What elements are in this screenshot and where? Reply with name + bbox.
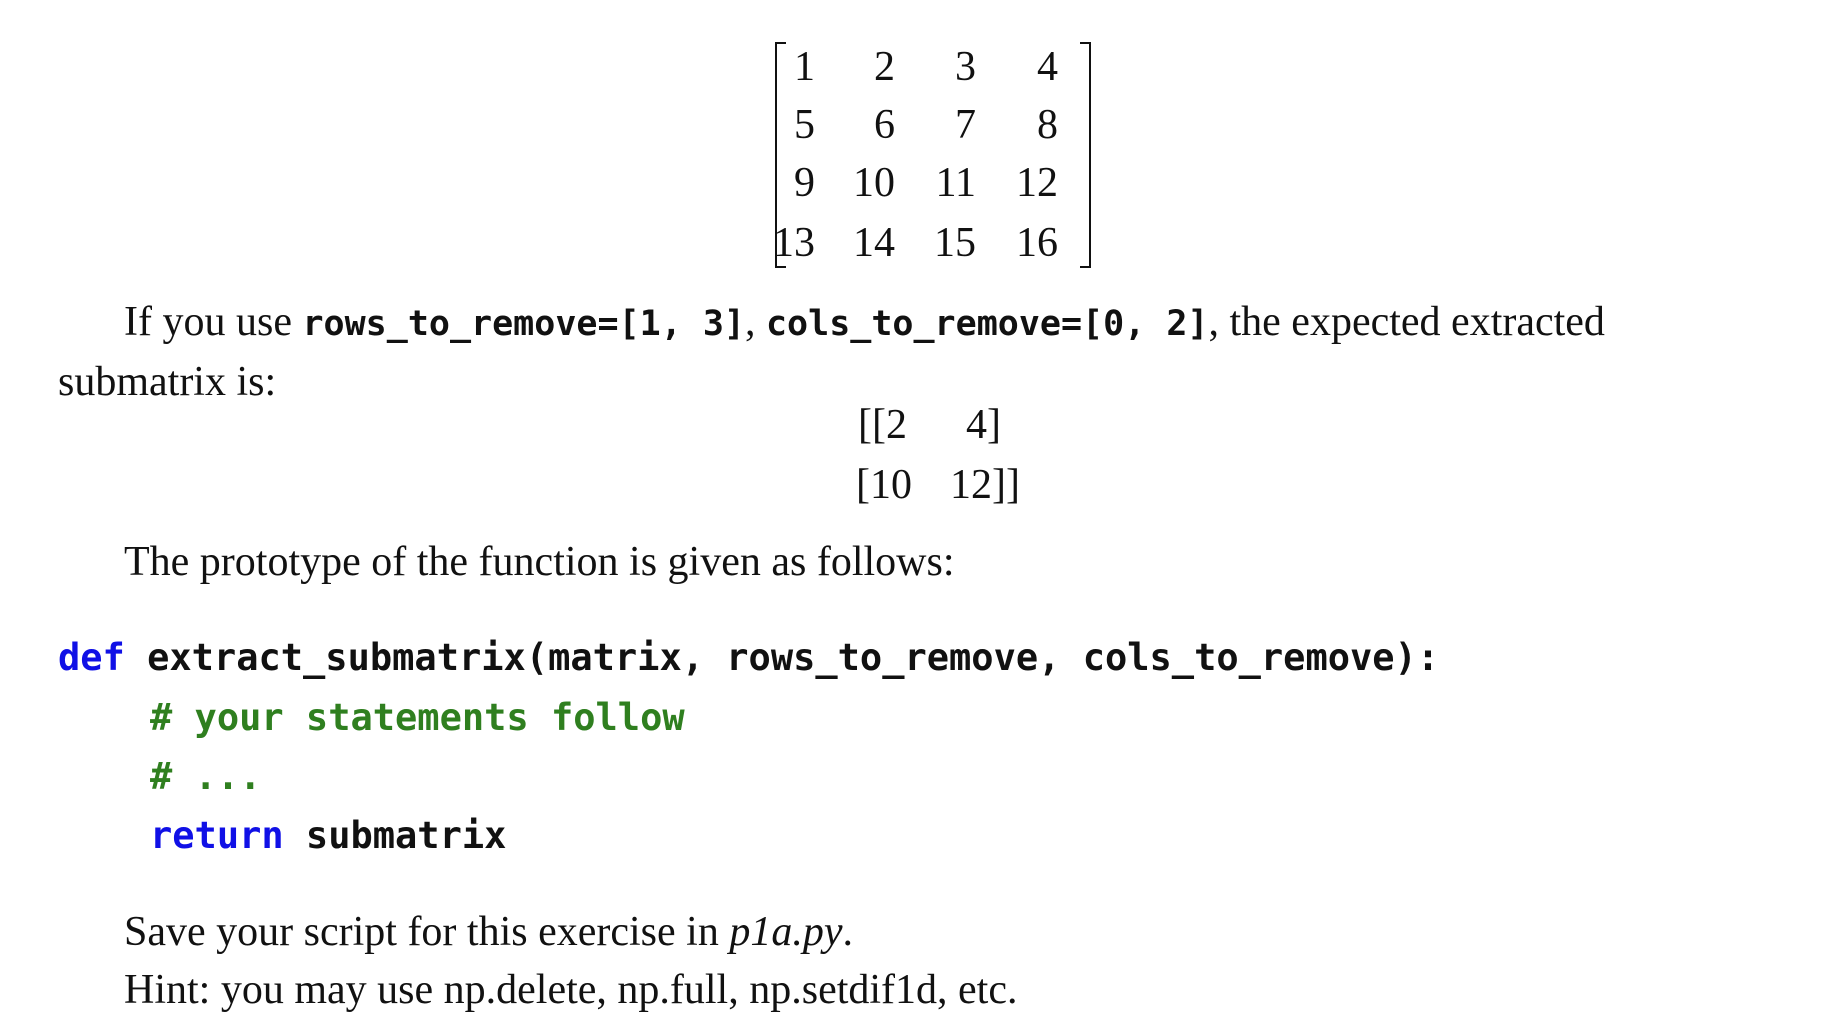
code-return-value: submatrix xyxy=(283,814,507,857)
code-keyword-def: def xyxy=(58,636,125,679)
submatrix-cell: 4] xyxy=(966,402,1001,448)
matrix-cell: 6 xyxy=(874,102,895,148)
matrix-cell: 7 xyxy=(955,102,976,148)
matrix-cell: 3 xyxy=(955,44,976,90)
submatrix-cell: 12]] xyxy=(950,462,1020,508)
paragraph-example xyxy=(124,296,1605,350)
matrix-cell: 4 xyxy=(1037,44,1058,90)
matrix-cell: 8 xyxy=(1037,102,1058,148)
matrix-cell: 14 xyxy=(853,220,895,266)
paragraph-text: Save your script for this exercise in xyxy=(124,909,730,955)
submatrix-cell: [[2 xyxy=(858,402,907,448)
code-line-return xyxy=(150,814,506,858)
filename: p1a.py xyxy=(729,909,843,955)
matrix-cell: 13 xyxy=(773,220,815,266)
paragraph-continuation: submatrix is: xyxy=(58,359,277,405)
matrix-cell: 2 xyxy=(874,44,895,90)
code-comment: # ... xyxy=(150,755,262,798)
paragraph-text: , the expected extracted xyxy=(1208,299,1605,345)
matrix-4x4 xyxy=(775,42,1091,268)
matrix-cell: 5 xyxy=(794,102,815,148)
paragraph-text: , xyxy=(744,299,766,345)
matrix-cell: 16 xyxy=(1016,220,1058,266)
matrix-cell: 12 xyxy=(1016,160,1058,206)
code-signature: extract_submatrix(matrix, rows_to_remove, cols_to_remove): xyxy=(124,636,1440,679)
matrix-cell: 9 xyxy=(794,160,815,206)
matrix-cell: 15 xyxy=(934,220,976,266)
code-keyword-return: return xyxy=(150,814,284,857)
matrix-cell: 10 xyxy=(853,160,895,206)
inline-code-rows: rows_to_remove=[1, 3] xyxy=(302,304,745,344)
matrix-cell: 11 xyxy=(935,160,976,206)
paragraph-prototype: The prototype of the function is given as follows: xyxy=(124,539,955,585)
paragraph-text: If you use xyxy=(124,299,303,345)
matrix-right-bracket xyxy=(1080,42,1091,268)
inline-code-cols: cols_to_remove=[0, 2] xyxy=(765,304,1209,344)
paragraph-hint: Hint: you may use np.delete, np.full, np.setdif1d, etc. xyxy=(124,967,1018,1013)
code-comment: # your statements follow xyxy=(150,696,685,739)
code-line-comment xyxy=(150,755,261,799)
paragraph-save xyxy=(124,906,853,958)
submatrix-cell: [10 xyxy=(856,462,912,508)
paragraph-text: . xyxy=(842,909,853,955)
code-line-def xyxy=(58,636,1439,680)
code-line-comment xyxy=(150,696,685,740)
matrix-cell: 1 xyxy=(794,44,815,90)
